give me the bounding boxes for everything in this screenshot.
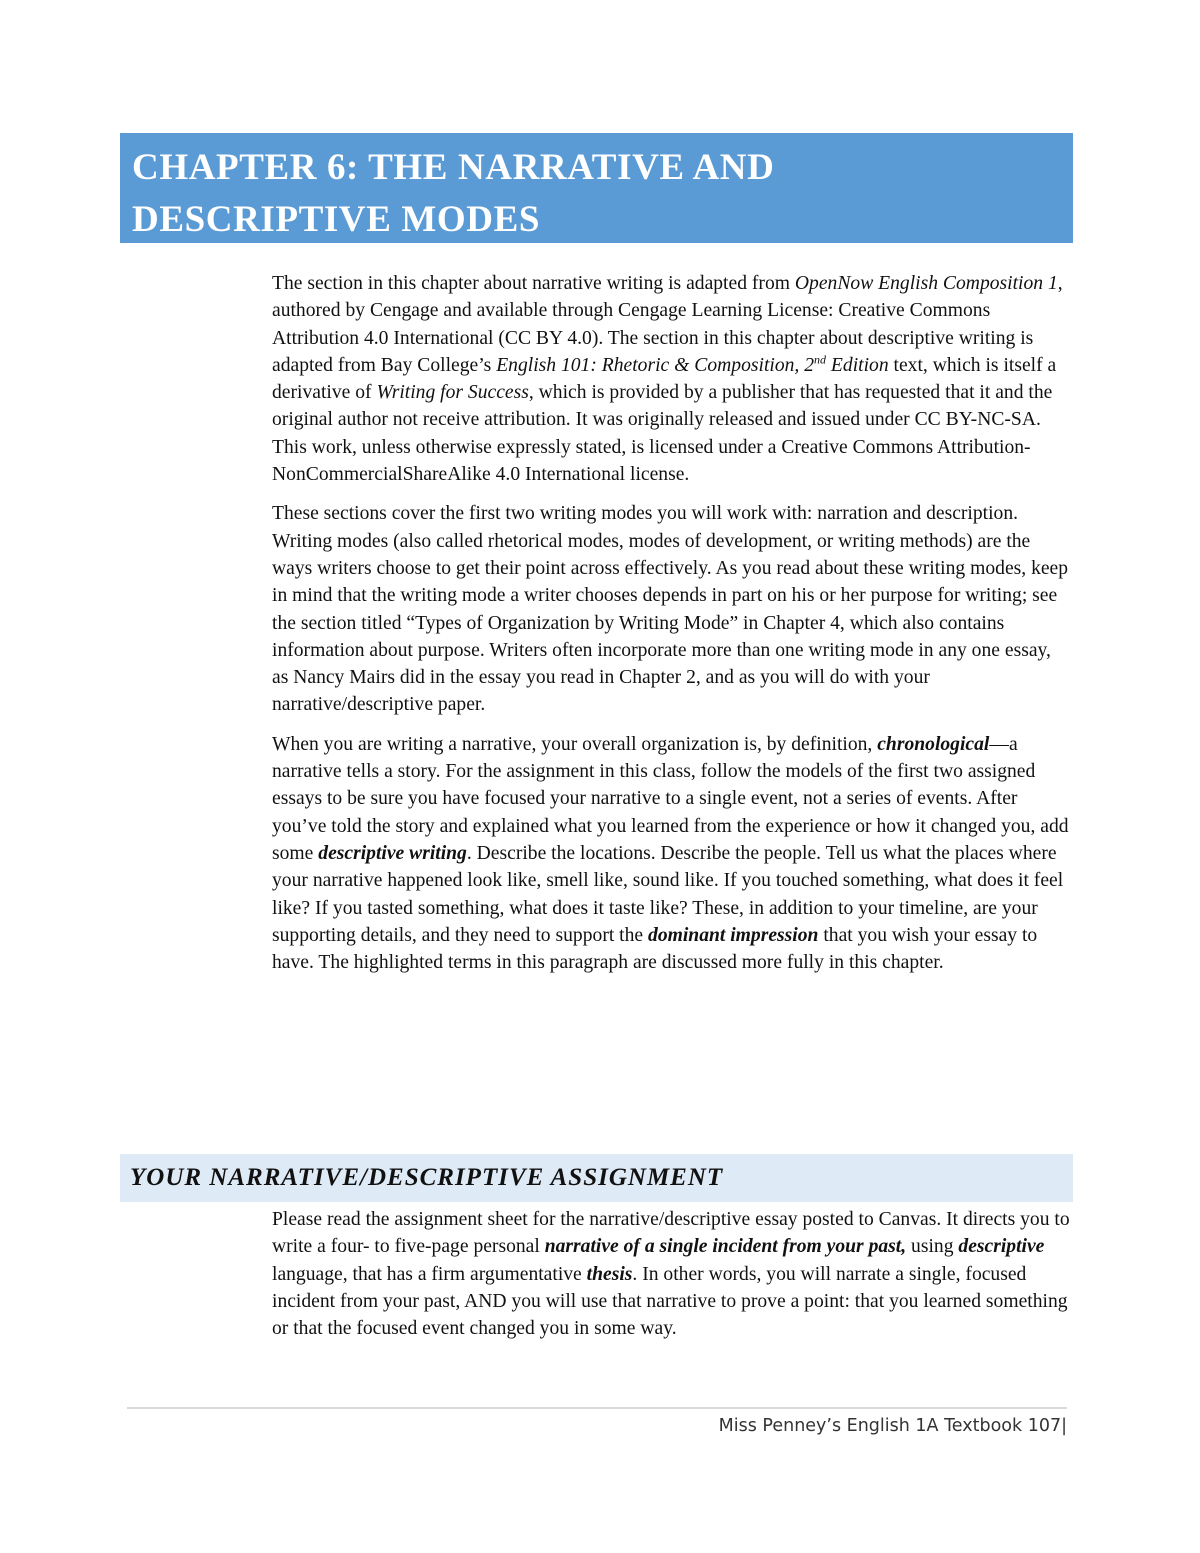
text-run: Please read the assignment sheet for the narrative/descriptive essay posted to Canvas. It directs you to write a four- to five-page personal (272, 1209, 1070, 1258)
source-title-english-101 (496, 352, 889, 376)
intro-section (272, 270, 1072, 988)
intro-paragraph-writing-modes: These sections cover the first two writing modes you will work with: narration and description. Writing modes (also called rhetorical modes, modes of development, or writing methods) are the ways writers choose to get their point across effectively. As you read about these writing modes, keep in mind that the writing mode a writer chooses depends in part on his or her purpose for writing; see the section titled “Types of Organization by Writing Mode” in Chapter 4, which also contains information about purpose. Writers often incorporate more than one writing mode in any one essay, as Nancy Mairs did in the essay you read in Chapter 2, and as you will do with your narrative/descriptive paper. (272, 503, 1069, 716)
text-run: using (906, 1236, 959, 1258)
text-run: When you are writing a narrative, your overall organization is, by definition, (272, 733, 878, 755)
text-run: English 101: Rhetoric & Composition, 2 (496, 354, 815, 376)
chapter-title (132, 142, 1061, 246)
text-run: , which is provided by a publisher that has requested that it and the original author not receive attribution. It was originally released and issued under CC BY-NC-SA. This work, unless otherwise expressly stated, is licensed under a Creative Commons Attribution-NonCommercialShareAlike 4.0 International license. (272, 382, 1053, 486)
assignment-heading-banner (120, 1154, 1073, 1202)
superscript-nd: nd (814, 352, 827, 367)
chapter-title-banner (120, 133, 1073, 243)
text-run: that you wish your essay to have. The highlighted terms in this paragraph are discussed more fully in this chapter. (272, 924, 1038, 974)
chapter-title-line-1: CHAPTER 6: THE NARRATIVE AND (132, 147, 775, 188)
source-title-opennow: OpenNow English Composition 1 (794, 273, 1058, 294)
term-dominant-impression: dominant impression (648, 924, 819, 946)
assignment-section (272, 1206, 1072, 1354)
assignment-heading: YOUR NARRATIVE/DESCRIPTIVE ASSIGNMENT (130, 1164, 724, 1191)
text-run: . In other words, you will narrate a single, focused incident from your past, AND you will use that narrative to prove a point: that you learned something or that the focused event changed you in some way. (272, 1263, 1068, 1340)
page-footer: Miss Penney’s English 1A Textbook 107| (718, 1416, 1067, 1436)
term-chronological: chronological (877, 733, 990, 755)
term-thesis: thesis (586, 1263, 633, 1285)
intro-paragraph-narrative (272, 731, 1072, 977)
text-run: text, which is itself a derivative of (272, 354, 1057, 404)
term-descriptive-writing: descriptive writing (318, 842, 467, 864)
term-descriptive: descriptive (958, 1236, 1045, 1258)
chapter-title-line-2: DESCRIPTIVE MODES (132, 199, 541, 240)
text-run: , authored by Cengage and available through Cengage Learning License: Creative Commons Attribution 4.0 International (CC BY 4.0). The section in this chapter about descriptive writing is adapted from Bay College’s (272, 273, 1063, 376)
footer-divider (127, 1407, 1067, 1409)
text-run: . Describe the locations. Describe the people. Tell us what the places where your narrative happened look like, smell like, sound like. If you touched something, what does it feel like? If you tasted something, what does it taste like? These, in addition to your timeline, are your supporting details, and they need to support the (272, 842, 1064, 946)
assignment-paragraph (272, 1206, 1072, 1342)
term-narrative-single-incident: narrative of a single incident from your past, (544, 1236, 907, 1258)
text-run: The section in this chapter about narrative writing is adapted from (272, 273, 795, 294)
text-run: language, that has a firm argumentative (272, 1263, 587, 1285)
source-title-writing-for-success: Writing for Success (376, 382, 529, 404)
intro-paragraph-attribution (272, 270, 1072, 488)
text-run: —a narrative tells a story. For the assignment in this class, follow the models of the first two assigned essays to be sure you have focused your narrative to a single event, not a series of events. After you’ve told the story and explained what you learned from the experience or how it changed you, add some (272, 733, 1069, 864)
text-run: Edition (826, 354, 889, 376)
